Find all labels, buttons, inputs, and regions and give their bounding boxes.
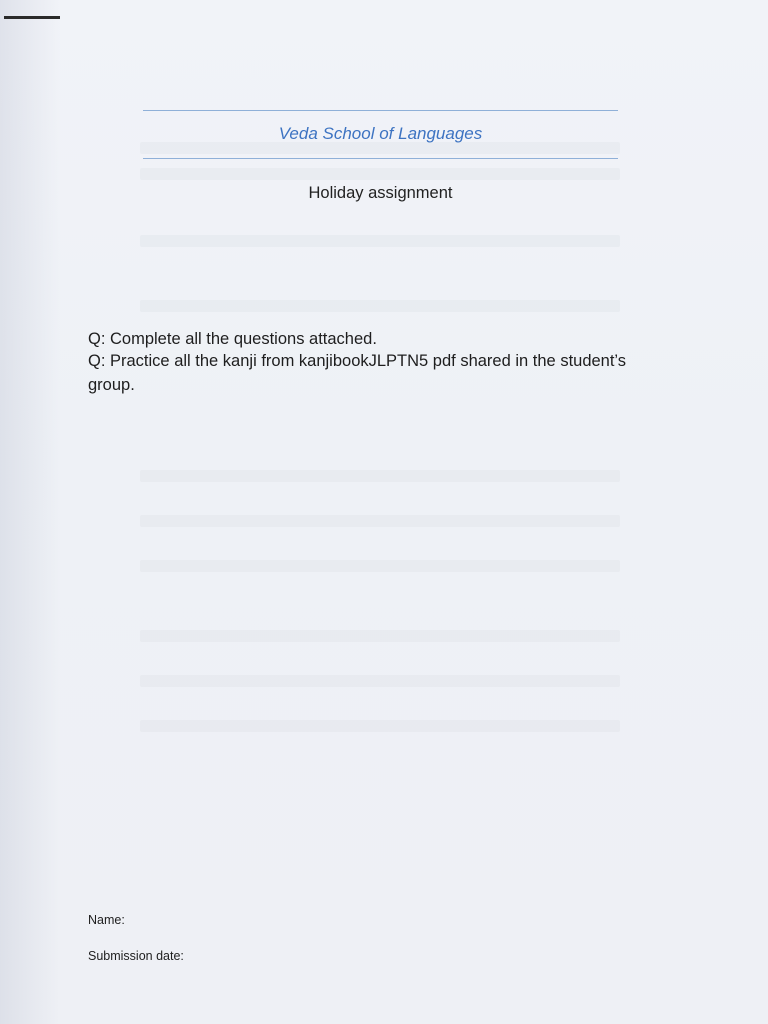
page-edge-shadow [0, 0, 60, 1024]
bleed-through-line [140, 560, 620, 572]
bleed-through-line [140, 675, 620, 687]
assignment-title: Holiday assignment [308, 184, 453, 202]
submission-date-label: Submission date: [88, 949, 184, 963]
bleed-through-line [140, 515, 620, 527]
bleed-through-line [140, 168, 620, 180]
name-label: Name: [88, 913, 125, 927]
corner-mark [4, 16, 60, 19]
bleed-through-line [140, 720, 620, 732]
question-2: Q: Practice all the kanji from kanjibookJLPTN5 pdf shared in the student’s group. [88, 352, 627, 394]
header-top-rule [143, 110, 618, 111]
header-bottom-rule [143, 158, 618, 159]
school-name: Veda School of Languages [278, 124, 483, 143]
bleed-through-line [140, 300, 620, 312]
bleed-through-line [140, 470, 620, 482]
bleed-through-line [140, 630, 620, 642]
bleed-through-line [140, 235, 620, 247]
question-1: Q: Complete all the questions attached. [88, 330, 377, 348]
